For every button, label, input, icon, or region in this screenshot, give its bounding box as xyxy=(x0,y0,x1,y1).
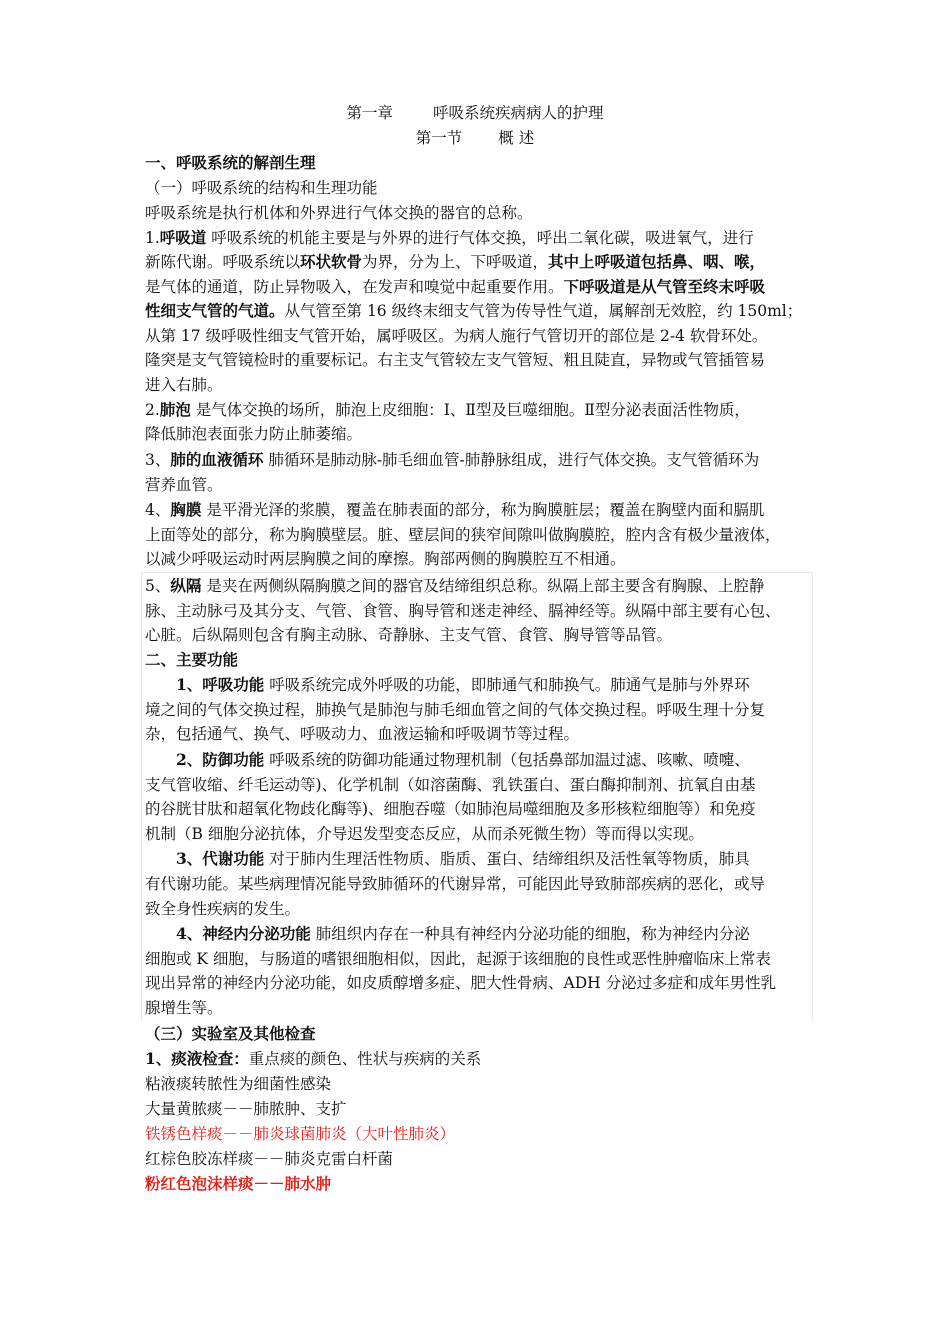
text: 是气体的通道，防止异物吸入，在发声和嗅觉中起重要作用。 xyxy=(145,278,564,296)
text: 为界，分为上、下呼吸道， xyxy=(362,253,549,271)
item-number: 1. xyxy=(145,229,160,247)
text: 从气管至第 16 级终末细支气管为传导性气道，属解剖无效腔，约 150ml； xyxy=(284,302,803,320)
respiratory-function-line-2: 境之间的气体交换过程，肺换气是肺泡与肺毛细血管之间的气体交换过程。呼吸生理十分复 xyxy=(145,701,766,719)
airway-line-4 xyxy=(145,299,802,323)
defense-function-line-3: 的谷胱甘肽和超氧化物歧化酶等)、细胞吞噬（如肺泡局噬细胞及多形核粒细胞等）和免疫 xyxy=(145,800,756,818)
pleura-line-1 xyxy=(145,498,764,522)
text: 对于肺内生理活性物质、脂质、蛋白、结缔组织及活性氧等物质，肺具 xyxy=(264,850,750,868)
lower-airway-emphasis-cont: 性细支气管的气道。 xyxy=(145,301,285,320)
section-number: 第一节 xyxy=(415,129,463,147)
heading-functions: 二、主要功能 xyxy=(145,650,239,669)
metabolic-function-label: 3、代谢功能 xyxy=(176,849,265,868)
defense-function-line-1 xyxy=(176,748,750,772)
sputum-row-yellow: 大量黄脓痰－－肺脓肿、支扩 xyxy=(145,1100,347,1118)
text: 呼吸系统的机能主要是与外界的进行气体交换，呼出二氧化碳，吸进氧气，进行 xyxy=(206,229,754,247)
neuroendocrine-function-line-4: 腺增生等。 xyxy=(145,999,223,1017)
lower-airway-emphasis: 下呼吸道是从气管至终末呼吸 xyxy=(563,277,766,296)
airway-line-7: 进入右肺。 xyxy=(145,376,223,394)
alveoli-label: 肺泡 xyxy=(159,400,191,419)
chapter-name: 呼吸系统疾病病人的护理 xyxy=(433,104,604,122)
airway-line-5: 从第 17 级呼吸性细支气管开始，属呼吸区。为病人施行气管切开的部位是 2-4 软骨环处。 xyxy=(145,327,768,345)
airway-line-2 xyxy=(145,250,765,274)
airway-line-6: 隆突是支气管镜检时的重要标记。右主支气管较左支气管短、粗且陡直，异物或气管插管易 xyxy=(145,351,766,369)
metabolic-function-line-2: 有代谢功能。某些病理情况能导致肺循环的代谢异常，可能因此导致肺部疾病的恶化，或导 xyxy=(145,875,766,893)
text: 呼吸系统完成外呼吸的功能，即肺通气和肺换气。肺通气是肺与外界环 xyxy=(264,676,750,694)
mediastinum-line-3: 心脏。后纵隔则包含有胸主动脉、奇静脉、主支气管、食管、胸导管等品管。 xyxy=(145,626,673,644)
alveoli-line-1 xyxy=(145,398,750,422)
text: 是气体交换的场所，肺泡上皮细胞：Ⅰ、Ⅱ型及巨噬细胞。Ⅱ型分泌表面活性物质， xyxy=(190,401,750,419)
sputum-heading xyxy=(145,1047,481,1071)
text: 肺组织内存在一种具有神经内分泌功能的细胞，称为神经内分泌 xyxy=(310,925,750,943)
sputum-label: 1、痰液检查： xyxy=(145,1049,249,1068)
airway-line-1 xyxy=(145,226,754,250)
neuroendocrine-function-line-1 xyxy=(176,922,750,946)
neuroendocrine-function-label: 4、神经内分泌功能 xyxy=(176,924,311,943)
alveoli-line-2: 降低肺泡表面张力防止肺萎缩。 xyxy=(145,425,363,443)
chapter-title xyxy=(0,101,950,125)
mediastinum-line-1 xyxy=(145,574,764,598)
circulation-line-1 xyxy=(145,448,759,472)
section-name: 概 述 xyxy=(498,129,535,147)
circulation-label: 肺的血液循环 xyxy=(170,450,264,469)
text: 是夹在两侧纵隔胸膜之间的器官及结缔组织总称。纵隔上部主要含有胸腺、上腔静 xyxy=(201,577,765,595)
text: 呼吸系统的防御功能通过物理机制（包括鼻部加温过滤、咳嗽、喷嚏、 xyxy=(264,751,750,769)
airway-label: 呼吸道 xyxy=(159,228,207,247)
mediastinum-label: 纵隔 xyxy=(170,576,202,595)
text: 肺循环是肺动脉-肺毛细血管-肺静脉组成，进行气体交换。支气管循环为 xyxy=(263,451,760,469)
mediastinum-line-2: 脉、主动脉弓及其分支、气管、食管、胸导管和迷走神经、膈神经等。纵隔中部主要有心包、 xyxy=(145,602,781,620)
pleura-line-3: 以减少呼吸运动时两层胸膜之间的摩擦。胸部两侧的胸膜腔互不相通。 xyxy=(145,550,626,568)
item-number: 2. xyxy=(145,401,160,419)
sputum-row-red-brown: 红棕色胶冻样痰－－肺炎克雷白杆菌 xyxy=(145,1150,394,1168)
text: 是平滑光泽的浆膜，覆盖在肺表面的部分，称为胸膜脏层；覆盖在胸壁内面和膈肌 xyxy=(201,501,765,519)
heading-lab-tests: （三）实验室及其他检查 xyxy=(145,1024,316,1043)
pleura-label: 胸膜 xyxy=(170,500,202,519)
subheading-structure: （一）呼吸系统的结构和生理功能 xyxy=(145,179,378,197)
text: 新陈代谢。呼吸系统以 xyxy=(145,253,301,271)
sputum-row-pink-frothy: 粉红色泡沫样痰－－肺水肿 xyxy=(145,1174,332,1193)
neuroendocrine-function-line-3: 现出异常的神经内分泌功能，如皮质醇增多症、肥大性骨病、ADH 分泌过多症和成年男性乳 xyxy=(145,974,777,992)
circulation-line-2: 营养血管。 xyxy=(145,476,223,494)
airway-line-3 xyxy=(145,275,765,299)
intro-paragraph: 呼吸系统是执行机体和外界进行气体交换的器官的总称。 xyxy=(145,204,533,222)
section-title xyxy=(0,126,950,150)
upper-airway-emphasis: 其中上呼吸道包括鼻、咽、喉， xyxy=(548,252,766,271)
text: 重点痰的颜色、性状与疾病的关系 xyxy=(248,1050,482,1068)
chapter-number: 第一章 xyxy=(346,104,393,122)
defense-function-line-4: 机制（B 细胞分泌抗体，介导迟发型变态反应，从而杀死微生物）等而得以实现。 xyxy=(145,825,704,843)
respiratory-function-line-1 xyxy=(176,673,750,697)
heading-anatomy: 一、呼吸系统的解剖生理 xyxy=(145,153,316,172)
neuroendocrine-function-line-2: 细胞或 K 细胞，与肠道的嗜银细胞相似，因此，起源于该细胞的良性或恶性肿瘤临床上常表 xyxy=(145,950,771,968)
item-number: 4、 xyxy=(145,501,171,519)
defense-function-line-2: 支气管收缩、纤毛运动等)、化学机制（如溶菌酶、乳铁蛋白、蛋白酶抑制剂、抗氧自由基 xyxy=(145,776,756,794)
respiratory-function-label: 1、呼吸功能 xyxy=(176,675,265,694)
metabolic-function-line-1 xyxy=(176,847,750,871)
pleura-line-2: 上面等处的部分，称为胸膜壁层。脏、壁层间的狭窄间隙叫做胸膜腔，腔内含有极少量液体， xyxy=(145,526,781,544)
item-number: 3、 xyxy=(145,451,171,469)
item-number: 5、 xyxy=(145,577,171,595)
respiratory-function-line-3: 杂，包括通气、换气、呼吸动力、血液运输和呼吸调节等过程。 xyxy=(145,725,580,743)
defense-function-label: 2、防御功能 xyxy=(176,750,265,769)
metabolic-function-line-3: 致全身性疾病的发生。 xyxy=(145,900,301,918)
sputum-row-rusty: 铁锈色样痰－－肺炎球菌肺炎（大叶性肺炎） xyxy=(145,1125,456,1143)
sputum-row-mucoid: 粘液痰转脓性为细菌性感染 xyxy=(145,1075,332,1093)
cricoid-emphasis: 环状软骨 xyxy=(300,252,363,271)
